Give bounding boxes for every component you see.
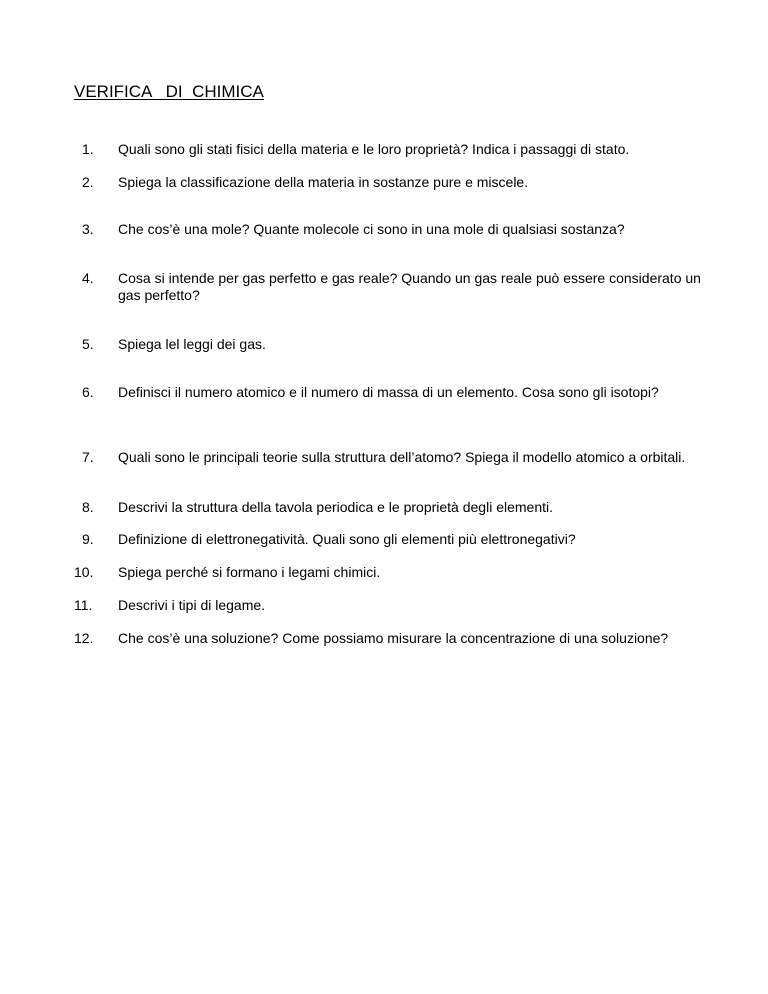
question-number: 1. [82, 141, 94, 157]
question-text: Cosa si intende per gas perfetto e gas reale? Quando un gas reale può essere considerato un gas perfetto? [118, 270, 701, 303]
question-text: Definizione di elettronegatività. Quali sono gli elementi più elettronegativi? [118, 531, 576, 547]
question-number: 10. [74, 564, 94, 580]
question-number: 8. [82, 499, 94, 515]
question-text: Che cos’è una mole? Quante molecole ci sono in una mole di qualsiasi sostanza? [118, 221, 625, 237]
question-number: 11. [74, 597, 93, 613]
question-text: Che cos’è una soluzione? Come possiamo misurare la concentrazione di una soluzione? [118, 630, 669, 646]
page-title: VERIFICA DI CHIMICA [74, 82, 264, 101]
question-text: Quali sono gli stati fisici della materia e le loro proprietà? Indica i passaggi di stato. [118, 141, 630, 157]
question-text: Spiega la classificazione della materia in sostanze pure e miscele. [118, 174, 529, 190]
question-number: 6. [82, 384, 94, 400]
question-number: 12. [74, 630, 94, 646]
question-number: 2. [82, 174, 94, 190]
question-number: 4. [82, 270, 94, 286]
question-text: Descrivi i tipi di legame. [118, 597, 266, 613]
question-text: Spiega lel leggi dei gas. [118, 336, 266, 352]
question-number: 9. [82, 531, 94, 547]
question-text: Definisci il numero atomico e il numero di massa di un elemento. Cosa sono gli isotopi? [118, 384, 659, 400]
question-number: 3. [82, 221, 94, 237]
question-number: 5. [82, 336, 94, 352]
question-number: 7. [82, 449, 94, 465]
question-text: Spiega perché si formano i legami chimici. [118, 564, 381, 580]
question-text: Descrivi la struttura della tavola periodica e le proprietà degli elementi. [118, 499, 553, 515]
question-text: Quali sono le principali teorie sulla struttura dell’atomo? Spiega il modello atomico a orbitali. [118, 449, 686, 465]
